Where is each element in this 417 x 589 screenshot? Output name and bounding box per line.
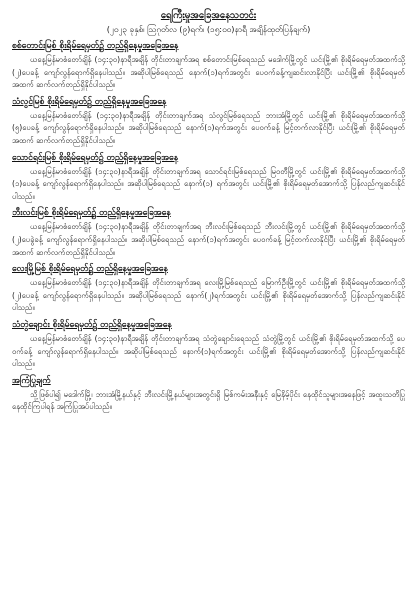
section-advice — [12, 376, 405, 414]
section-body: ယနေ့မြန်မာစံတော်ချိန် (၁၄:၃၀)နာရီအချိန် တိုင်းတာချက်အရ လေးမြို့မြစ်ရေသည် မြောက်ဦးမြို့တွင် ယင်းမြို့၏ စိုးရိမ်ရေမှတ်အထက်သို့ (၂)ပေခန့် ကျော်လွန်ရောက်ရှိနေပါသည်။ အဆိုပါမြစ်ရေသည် နောက်(၂)ရက်အတွင်း ယင်းမြို့၏ စိုးရိမ်ရေမှတ်အောက်သို့ ပြန်လည်ကျဆင်းနိုင်ပါသည်။ — [12, 278, 405, 313]
section-heading: ဘီးလင်းမြစ် စိုးရိမ်ရေမှတ်၌ တည်ရှိနေမှုအခြေအနေ — [12, 208, 171, 219]
section-thanlwin — [12, 97, 405, 148]
section-body: ယနေ့မြန်မာစံတော်ချိန် (၁၄:၃၀)နာရီအချိန် တိုင်းတာချက်အရ သံတွဲချောင်းရေသည် သံတွဲမြို့တွင် ယင်းမြို့၏ စိုးရိမ်ရေမှတ်အထက်သို့ ပေဝက်ခန့် ကျော်လွန်ရောက်ရှိနေပါသည်။ အဆိုပါမြစ်ရေသည် နောက်(၁)ရက်အတွင်း ယင်းမြို့၏ စိုးရိမ်ရေမှတ်အောက်သို့ ပြန်လည်ကျဆင်းနိုင်ပါသည်။ — [12, 333, 405, 369]
section-body: ယနေ့မြန်မာစံတော်ချိန် (၁၄:၃၀)နာရီအချိန် တိုင်းတာချက်အရ ဘီးလင်းမြစ်ရေသည် ဘီးလင်းမြို့တွင် ယင်းမြို့၏ စိုးရိမ်ရေမှတ်အထက်သို့ (၂)ပေခွဲခန့် ကျော်လွန်ရောက်ရှိနေပါသည်။ အဆိုပါမြစ်ရေသည် နောက်(၁)ရက်အတွင်း ပေဝက်ခန့် မြင့်တက်လာနိုင်ပြီး ယင်းမြို့၏ စိုးရိမ်ရေမှတ်အထက် ဆက်လက်တည်ရှိနိုင်ပါသည်။ — [12, 222, 405, 257]
section-body: ယနေ့မြန်မာစံတော်ချိန် (၁၄:၃၀)နာရီအချိန် တိုင်းတာချက်အရ သံလွင်မြစ်ရေသည် ဘားအံမြို့တွင် ယင်းမြို့၏ စိုးရိမ်ရေမှတ်အထက်သို့ (၅)ပေခန့် ကျော်လွန်ရောက်ရှိနေပါသည်။ အဆိုပါမြစ်ရေသည် နောက်(၁)ရက်အတွင်း ပေဝက်ခန့် မြင့်တက်လာနိုင်ပြီး ယင်းမြို့၏ စိုးရိမ်ရေမှတ်အထက် ဆက်လက်တည်ရှိနိုင်ပါသည်။ — [12, 110, 405, 145]
section-heading: လေးမြို့မြစ် စိုးရိမ်ရေမှတ်၌ တည်ရှိနေမှုအခြေအနေ — [12, 264, 168, 275]
section-body: သို့ဖြစ်ပါ၍ မဒေါက်မြို့၊ ဘားအံမြို့နယ်နှင့် ဘီးလင်းမြို့နယ်များအတွင်းရှိ မြစ်ကမ်းအနီးနှင့် မြေနိမ့်ပိုင်း နေထိုင်သူများအနေဖြင့် အထူးသတိပြုနေထိုင်ကြပါရန် အကြံပြုအပ်ပါသည်။ — [12, 389, 405, 412]
section-laymyo — [12, 264, 405, 315]
section-heading: သံတွဲချောင်း စိုးရိမ်ရေမှတ်၌ တည်ရှိနေမှုအခြေအနေ — [12, 319, 172, 330]
section-thaungyin — [12, 153, 405, 204]
section-heading: အကြံပြုချက် — [12, 375, 51, 386]
section-bilin — [12, 208, 405, 259]
release-datetime: (၂၀၂၃ ခုနှစ်၊ ဩဂုတ်လ (၉)ရက်၊ (၁၅:၀၀)နာရီ အချိန်ထုတ်ပြန်ချက်) — [106, 24, 311, 34]
section-body: ယနေ့မြန်မာစံတော်ချိန် (၁၄:၃၀)နာရီအချိန် တိုင်းတာချက်အရ စစ်တောင်းမြစ်ရေသည် မဒေါက်မြို့တွင် ယင်းမြို့၏ စိုးရိမ်ရေမှတ်အထက်သို့ (၂)ပေခန့် ကျော်လွန်ရောက်ရှိနေပါသည်။ အဆိုပါမြစ်ရေသည် နောက်(၁)ရက်အတွင်း ပေဝက်ခန့်ကျဆင်းလာနိုင်ပြီး ယင်းမြို့၏ စိုးရိမ်ရေမှတ်အထက် ဆက်လက်တည်ရှိနိုင်ပါသည်။ — [12, 55, 405, 90]
section-heading: သောင်ရင်းမြစ် စိုးရိမ်ရေမှတ်၌ တည်ရှိနေမှုအခြေအနေ — [12, 152, 179, 163]
section-heading: စစ်တောင်းမြစ် စိုးရိမ်ရေမှတ်၌ တည်ရှိနေမှုအခြေအနေ — [12, 41, 179, 51]
section-heading: သံလွင်မြစ် စိုးရိမ်ရေမှတ်၌ တည်ရှိနေမှုအခြေအနေ — [12, 96, 167, 107]
page-title: ရေကြီးမှုအခြေအနေသတင်း — [160, 10, 257, 21]
section-sittaung — [12, 41, 405, 92]
section-thandwe — [12, 320, 405, 371]
section-body: ယနေ့မြန်မာစံတော်ချိန် (၁၄:၃၀)နာရီအချိန် တိုင်းတာချက်အရ သောင်ရင်းမြစ်ရေသည် မြဝတီမြို့တွင် ယင်းမြို့၏ စိုးရိမ်ရေမှတ်အထက်သို့ (၁)ပေခန့် ကျော်လွန်ရောက်ရှိနေပါသည်။ အဆိုပါမြစ်ရေသည် နောက်(၁) ရက်အတွင်း ယင်းမြို့၏ စိုးရိမ်ရေမှတ်အောက်သို့ ပြန်လည်ကျဆင်းနိုင်ပါသည်။ — [12, 166, 405, 201]
